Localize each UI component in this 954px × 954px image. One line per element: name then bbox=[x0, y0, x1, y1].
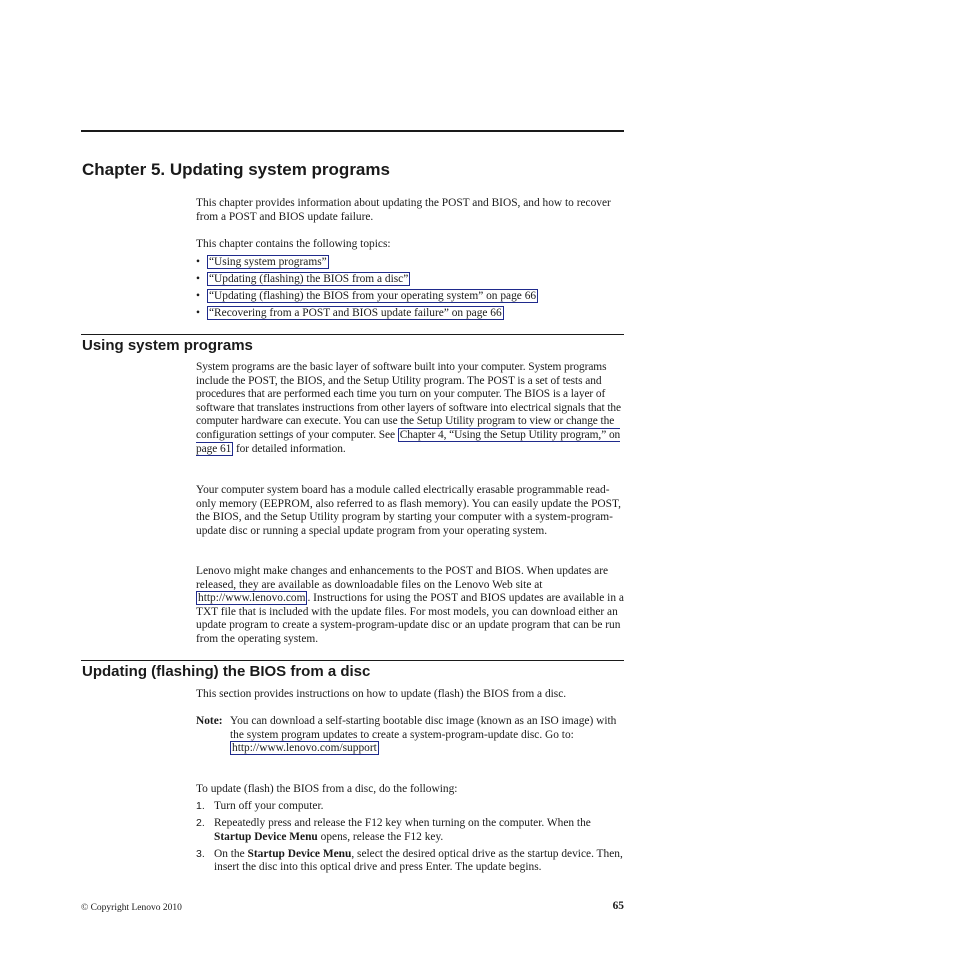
step-item: 1. Turn off your computer. bbox=[196, 800, 324, 812]
note-label: Note: bbox=[196, 715, 223, 727]
topic-item bbox=[196, 256, 538, 273]
bullet-icon: • bbox=[196, 273, 200, 285]
intro-topics-lead: This chapter contains the following topics: bbox=[196, 238, 391, 250]
step-item: 3. On the Startup Device Menu, select the desired optical drive as the startup device. Then, insert the disc into this optical drive and press Enter. The update begins. bbox=[196, 847, 623, 874]
topic-link-recovering[interactable]: “Recovering from a POST and BIOS update failure” on page 66 bbox=[209, 307, 502, 319]
topic-item bbox=[196, 290, 538, 307]
page-number: 65 bbox=[612, 900, 624, 912]
chapter4-link[interactable]: Chapter 4, “Using the Setup Utility program,” on page 61 bbox=[196, 428, 621, 455]
section2-paragraph-1: This section provides instructions on how to update (flash) the BIOS from a disc. bbox=[196, 688, 567, 700]
section-rule bbox=[81, 660, 624, 661]
note-text: You can download a self-starting bootable disc image (known as an ISO image) with the system program updates to create a system-program-update disc. Go to: http://www.lenovo.com/support bbox=[230, 715, 617, 755]
bullet-icon: • bbox=[196, 290, 200, 302]
topic-link-using-system-programs[interactable]: “Using system programs” bbox=[209, 256, 327, 268]
topics-list bbox=[196, 256, 538, 324]
step-item: 2. Repeatedly press and release the F12 key when turning on the computer. When the Startup Device Menu opens, release the F12 key. bbox=[196, 816, 591, 843]
intro-paragraph: This chapter provides information about updating the POST and BIOS, and how to recover from a POST and BIOS update failure. bbox=[196, 197, 611, 223]
steps-intro: To update (flash) the BIOS from a disc, do the following: bbox=[196, 783, 458, 795]
steps-list bbox=[196, 800, 626, 878]
chapter-title: Chapter 5. Updating system programs bbox=[82, 160, 390, 179]
section-title-using-system-programs: Using system programs bbox=[82, 337, 253, 354]
lenovo-support-link[interactable]: http://www.lenovo.com/support bbox=[232, 742, 377, 755]
lenovo-web-link[interactable]: http://www.lenovo.com bbox=[198, 592, 306, 605]
bullet-icon: • bbox=[196, 307, 200, 319]
topic-link-updating-from-disc[interactable]: “Updating (flashing) the BIOS from a disc” bbox=[209, 273, 409, 285]
chapter-top-rule bbox=[81, 130, 624, 132]
topic-item bbox=[196, 273, 538, 290]
topic-item bbox=[196, 307, 538, 324]
section1-paragraph-1: System programs are the basic layer of software built into your computer. System programs include the POST, the BIOS, and the Setup Utility program. The POST is a set of tests and procedures that are performed each time you turn on your computer. The BIOS is a layer of software that translates instructions from other layers of software into electrical signals that the computer hardware can execute. You can use the Setup Utility program to view or change the configuration settings of your computer. See Chapter 4, “Using the Setup Utility program,” on page 61 for detailed information. bbox=[196, 361, 622, 455]
section1-paragraph-3: Lenovo might make changes and enhancements to the POST and BIOS. When updates are released, they are available as downloadable files on the Lenovo Web site at http://www.lenovo.com . Instructions for using the POST and BIOS updates are available in a TXT file that is included with the update files. For most models, you can download either an update program to create a system-program-update disc or an update program that can be run from the operating system. bbox=[196, 565, 624, 645]
section-rule bbox=[81, 334, 624, 335]
topic-link-updating-from-os[interactable]: “Updating (flashing) the BIOS from your operating system” on page 66 bbox=[209, 290, 537, 302]
section1-paragraph-2: Your computer system board has a module called electrically erasable programmable read-only memory (EEPROM, also referred to as flash memory). You can easily update the POST, the BIOS, and the Setup Utility program by starting your computer with a system-program-update disc or running a special update program from your operating system. bbox=[196, 484, 621, 537]
copyright-notice: © Copyright Lenovo 2010 bbox=[81, 903, 182, 913]
bullet-icon: • bbox=[196, 256, 200, 268]
section-title-updating-from-disc: Updating (flashing) the BIOS from a disc bbox=[82, 663, 371, 680]
